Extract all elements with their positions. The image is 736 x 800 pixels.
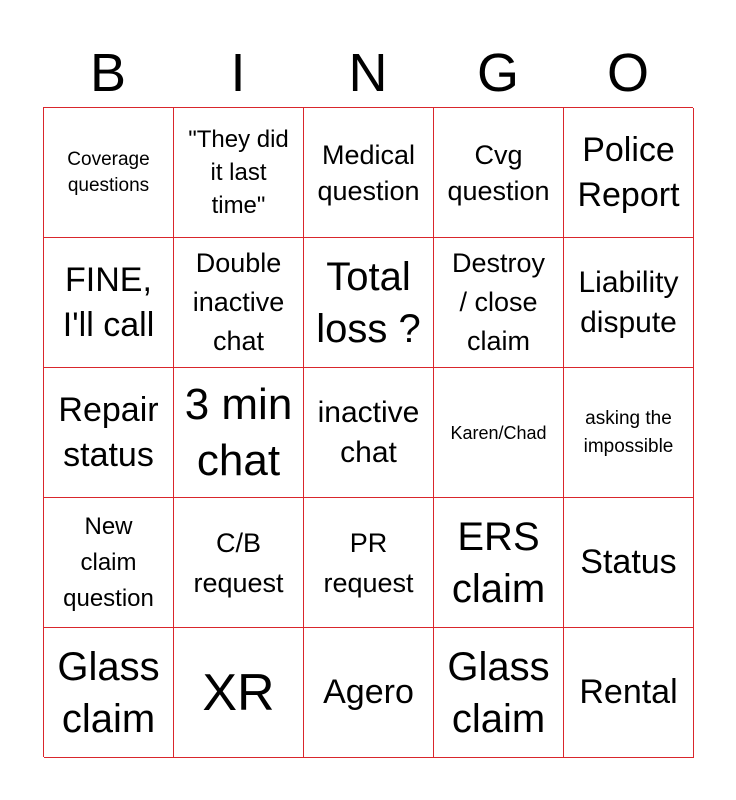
bingo-cell-r1-c2[interactable] [174, 108, 304, 238]
cell-label: XR [202, 663, 275, 722]
bingo-cell-r2-c3[interactable] [304, 238, 434, 368]
cell-label: Repair status [58, 390, 159, 474]
bingo-cell-r4-c1[interactable] [44, 498, 174, 628]
bingo-cell-r1-c5[interactable] [564, 108, 694, 238]
cell-label: FINE, I'll call [62, 260, 155, 344]
cell-label: New claim question [63, 512, 154, 612]
cell-label: asking the impossible [583, 407, 674, 457]
cell-label: ERS claim [451, 514, 546, 611]
bingo-cell-r4-c3[interactable] [304, 498, 434, 628]
bingo-cell-r5-c1[interactable] [44, 628, 174, 758]
header-letter-i: I [230, 43, 246, 103]
cell-label: C/B request [193, 527, 284, 598]
bingo-cell-r4-c5[interactable] [564, 498, 694, 628]
bingo-cell-r2-c5[interactable] [564, 238, 694, 368]
cell-label: Glass claim [447, 644, 550, 741]
bingo-cell-r3-c1[interactable] [44, 368, 174, 498]
bingo-cell-r2-c4[interactable] [434, 238, 564, 368]
cell-label: Medical question [317, 139, 420, 206]
bingo-cell-r1-c1[interactable] [44, 108, 174, 238]
cell-label: "They did it last time" [188, 126, 289, 219]
bingo-cell-r2-c1[interactable] [44, 238, 174, 368]
cell-label: Karen/Chad [450, 422, 547, 443]
cell-label: 3 min chat [184, 379, 293, 485]
cell-label: Cvg question [447, 139, 550, 206]
bingo-cell-r3-c3[interactable] [304, 368, 434, 498]
cell-label: Liability dispute [578, 265, 679, 339]
bingo-cell-r5-c4[interactable] [434, 628, 564, 758]
bingo-cell-r5-c3[interactable] [304, 628, 434, 758]
cell-label: PR request [323, 527, 414, 598]
cell-label: inactive chat [317, 395, 420, 469]
cell-label: Destroy / close claim [451, 248, 546, 356]
bingo-cell-r1-c3[interactable] [304, 108, 434, 238]
cell-label: Coverage questions [67, 148, 150, 196]
cell-label: Police Report [577, 130, 680, 214]
header-letter-g: G [476, 43, 519, 103]
bingo-cell-r1-c4[interactable] [434, 108, 564, 238]
bingo-cell-r4-c2[interactable] [174, 498, 304, 628]
bingo-cell-r5-c5[interactable] [564, 628, 694, 758]
bingo-cell-r3-c2[interactable] [174, 368, 304, 498]
bingo-cell-r3-c4[interactable] [434, 368, 564, 498]
cell-label: Agero [323, 673, 414, 711]
header-letter-n: N [348, 43, 388, 103]
cell-label: Status [580, 543, 677, 581]
cell-label: Rental [579, 673, 678, 711]
cell-label: Glass claim [57, 644, 160, 741]
bingo-cell-r3-c5[interactable] [564, 368, 694, 498]
cell-label: Double inactive chat [192, 248, 285, 356]
bingo-header [43, 42, 693, 104]
header-letter-o: O [606, 43, 649, 103]
bingo-cell-r5-c2[interactable] [174, 628, 304, 758]
header-letter-b: B [89, 43, 127, 103]
cell-label: Total loss ? [316, 254, 421, 351]
bingo-cell-r2-c2[interactable] [174, 238, 304, 368]
bingo-grid [43, 107, 693, 757]
bingo-cell-r4-c4[interactable] [434, 498, 564, 628]
